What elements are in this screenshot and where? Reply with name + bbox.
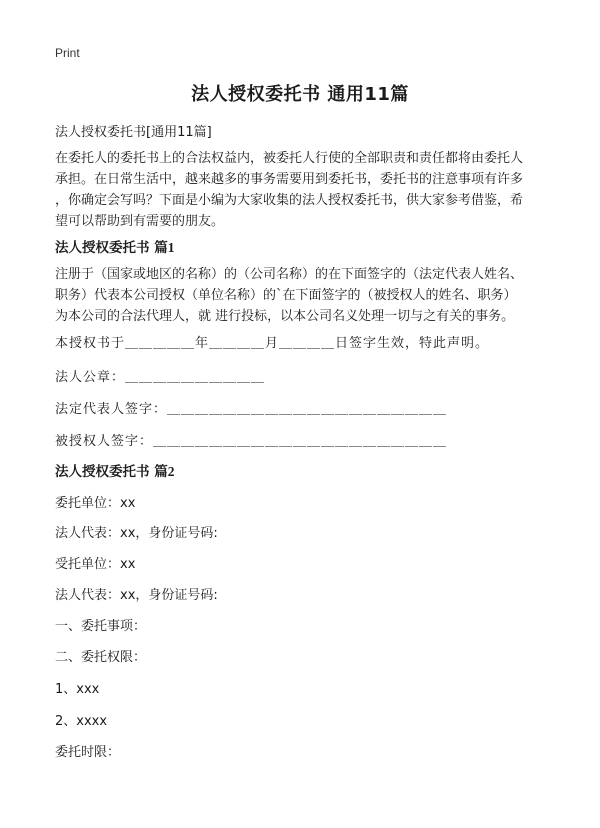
section-1-body	[55, 264, 523, 327]
intro-line: ，你确定会写吗？下面是小编为大家收集的法人授权委托书，供大家参考借鉴，希	[55, 193, 524, 208]
entrusted-matters: 一、委托事项：	[55, 619, 147, 634]
agent-legal-rep: 法人代表：xx，身份证号码:	[55, 588, 218, 603]
intro-line: 望可以帮助到有需要的朋友。	[55, 214, 225, 229]
authority-item: 2、xxxx	[55, 714, 108, 729]
section-2-heading-number: 2	[167, 464, 175, 479]
section-1-body-line: 职务）代表本公司授权（单位名称）的`在下面签字的（被授权人的姓名、职务）	[55, 288, 517, 303]
section-2-heading-text: 法人授权委托书 篇	[55, 464, 168, 480]
authority-item: 1、xxx	[55, 682, 100, 697]
section-2-heading	[55, 460, 174, 480]
validity-statement: 本授权书于＿＿＿＿＿年＿＿＿＿月＿＿＿＿日签字生效，特此声明。	[55, 336, 490, 351]
principal-legal-rep: 法人代表：xx，身份证号码:	[55, 526, 218, 541]
entrusted-authority: 二、委托权限：	[55, 650, 147, 665]
principal-unit: 委托单位：xx	[55, 496, 136, 511]
company-seal-line: 法人公章：＿＿＿＿＿＿＿＿＿＿	[55, 370, 266, 385]
intro-line: 承担。在日常生活中，越来越多的事务需要用到委托书，委托书的注意事项有许多	[55, 172, 524, 187]
section-1-heading	[55, 236, 174, 256]
entrustment-period: 委托时限：	[55, 745, 121, 760]
print-label[interactable]: Print	[55, 46, 80, 60]
section-1-body-line: 为本公司的合法代理人，就 进行投标，以本公司名义处理一切与之有关的事务。	[55, 309, 515, 324]
intro-line: 在委托人的委托书上的合法权益内，被委托人行使的全部职责和责任都将由委托人	[55, 151, 524, 166]
document-subtitle: 法人授权委托书[通用11篇]	[55, 125, 212, 140]
agent-unit: 受托单位：xx	[55, 557, 136, 572]
document-title: 法人授权委托书 通用11篇	[191, 84, 409, 105]
section-1-heading-number: 1	[167, 240, 175, 255]
section-1-heading-text: 法人授权委托书 篇	[55, 240, 168, 256]
legal-rep-signature-line: 法定代表人签字：＿＿＿＿＿＿＿＿＿＿＿＿＿＿＿＿＿＿＿＿	[55, 402, 448, 417]
intro-paragraph	[55, 148, 523, 232]
authorized-person-signature-line: 被授权人签字：＿＿＿＿＿＿＿＿＿＿＿＿＿＿＿＿＿＿＿＿＿	[55, 434, 448, 449]
section-1-body-line: 注册于（国家或地区的名称）的（公司名称）的在下面签字的（法定代表人姓名、	[55, 267, 524, 282]
